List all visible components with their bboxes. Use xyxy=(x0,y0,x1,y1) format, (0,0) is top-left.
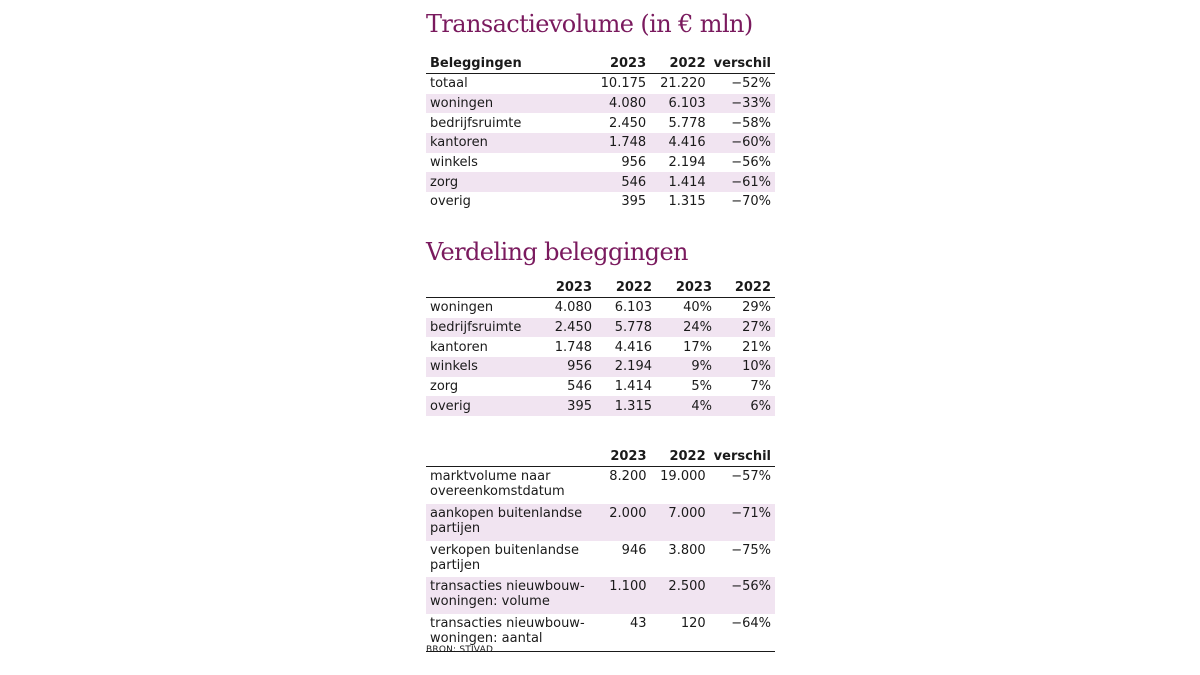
row-label: overig xyxy=(430,194,471,210)
cell-value: 5.778 xyxy=(614,320,652,336)
cell-value: 2.000 xyxy=(609,505,647,521)
cell-value: 6.103 xyxy=(668,96,706,112)
cell-value: 7.000 xyxy=(668,505,706,521)
column-header: 2022 xyxy=(669,56,706,71)
column-header: 2023 xyxy=(609,56,647,71)
cell-value: 956 xyxy=(567,359,592,375)
cell-value: 2.194 xyxy=(614,359,652,375)
cell-value: 2.194 xyxy=(668,155,706,171)
cell-value: 40% xyxy=(683,300,712,316)
column-header: 2023 xyxy=(555,280,592,295)
cell-value: 546 xyxy=(567,379,592,395)
cell-value: 2.500 xyxy=(668,579,706,595)
table-header-row xyxy=(426,278,775,298)
table-row xyxy=(426,504,775,541)
row-label: kantoren xyxy=(430,339,488,355)
row-label: kantoren xyxy=(430,135,488,151)
table-row xyxy=(426,467,775,504)
table-row xyxy=(426,541,775,578)
cell-value: 2.450 xyxy=(608,115,647,131)
row-label: zorg xyxy=(430,174,459,190)
cell-value: 5% xyxy=(691,379,712,395)
cell-value: 3.800 xyxy=(668,542,706,558)
cell-value: 4.416 xyxy=(668,135,706,151)
transaction-volume-table xyxy=(426,54,775,212)
table-row xyxy=(426,298,775,318)
source-note: BRON: STIVAD xyxy=(426,645,494,655)
cell-value: −60% xyxy=(731,135,771,151)
cell-value: 5.778 xyxy=(668,115,706,131)
cell-value: 956 xyxy=(621,155,647,171)
table-row xyxy=(426,337,775,357)
cell-value: 1.414 xyxy=(614,379,652,395)
table-row xyxy=(426,153,775,173)
cell-value: −56% xyxy=(731,579,771,595)
row-label: overig xyxy=(430,398,471,414)
column-header: 2023 xyxy=(675,280,712,295)
column-header: 2022 xyxy=(669,449,706,464)
column-header: 2023 xyxy=(610,449,647,464)
cell-value: 29% xyxy=(742,300,771,316)
cell-value: 9% xyxy=(691,359,712,375)
table-header-row xyxy=(426,447,775,467)
table2-title: Verdeling beleggingen xyxy=(426,238,688,266)
table-row xyxy=(426,133,775,153)
column-header xyxy=(426,278,536,298)
column-header: Beleggingen xyxy=(430,56,522,71)
cell-value: 1.414 xyxy=(668,174,706,190)
row-label: marktvolume naar overeenkomstdatum xyxy=(430,469,565,499)
row-label: woningen xyxy=(430,96,494,112)
row-label: winkels xyxy=(430,155,478,171)
row-label: bedrijfsruimte xyxy=(430,115,522,131)
row-label: zorg xyxy=(430,379,459,395)
table-row xyxy=(426,94,775,114)
column-header: 2022 xyxy=(734,280,771,295)
table-header-row xyxy=(426,54,775,74)
market-figures-table xyxy=(426,447,775,652)
cell-value: 1.315 xyxy=(668,194,706,210)
cell-value: 395 xyxy=(621,194,647,210)
cell-value: 21% xyxy=(742,339,771,355)
row-label: totaal xyxy=(430,76,468,92)
cell-value: 8.200 xyxy=(609,469,647,484)
cell-value: 17% xyxy=(683,339,712,355)
cell-value: −52% xyxy=(731,76,771,92)
table-row xyxy=(426,74,775,94)
cell-value: −57% xyxy=(731,469,771,484)
cell-value: 395 xyxy=(567,398,592,414)
column-header: verschil xyxy=(713,56,771,71)
table-row xyxy=(426,113,775,133)
row-label: transacties nieuwbouw- woningen: aantal xyxy=(430,616,585,647)
cell-value: −33% xyxy=(731,96,771,112)
cell-value: 4.080 xyxy=(608,96,647,112)
table-row xyxy=(426,172,775,192)
column-header: verschil xyxy=(713,449,771,464)
cell-value: 4.080 xyxy=(554,300,592,316)
cell-value: 4% xyxy=(691,398,712,414)
investment-distribution-table xyxy=(426,278,775,416)
cell-value: 6.103 xyxy=(614,300,652,316)
cell-value: 4.416 xyxy=(614,339,652,355)
cell-value: 2.450 xyxy=(554,320,592,336)
cell-value: −70% xyxy=(731,194,771,210)
cell-value: 546 xyxy=(621,174,647,190)
cell-value: 21.220 xyxy=(660,76,706,92)
table-row xyxy=(426,396,775,416)
cell-value: 10% xyxy=(742,359,771,375)
row-label: verkopen buitenlandse partijen xyxy=(430,542,579,573)
row-label: bedrijfsruimte xyxy=(430,320,522,336)
cell-value: 1.100 xyxy=(609,579,647,595)
column-header xyxy=(426,447,592,467)
cell-value: 7% xyxy=(750,379,771,395)
cell-value: 1.748 xyxy=(554,339,592,355)
cell-value: 10.175 xyxy=(600,76,647,92)
cell-value: 1.748 xyxy=(608,135,647,151)
row-label: winkels xyxy=(430,359,478,375)
row-label: aankopen buitenlandse partijen xyxy=(430,505,583,536)
table-row xyxy=(426,192,775,212)
cell-value: 19.000 xyxy=(660,469,706,484)
column-header: 2022 xyxy=(615,280,652,295)
row-label: transacties nieuwbouw- woningen: volume xyxy=(430,579,585,610)
cell-value: 946 xyxy=(621,542,647,558)
table-row xyxy=(426,357,775,377)
cell-value: −71% xyxy=(731,505,771,521)
cell-value: −56% xyxy=(731,155,771,171)
table-row xyxy=(426,377,775,397)
cell-value: −61% xyxy=(731,174,771,190)
cell-value: 24% xyxy=(683,320,712,336)
table1-title: Transactievolume (in € mln) xyxy=(426,10,753,38)
cell-value: −58% xyxy=(731,115,771,131)
cell-value: 43 xyxy=(629,616,647,632)
cell-value: −75% xyxy=(731,542,771,558)
table-row xyxy=(426,577,775,614)
table-row xyxy=(426,318,775,338)
cell-value: 1.315 xyxy=(614,398,652,414)
cell-value: 6% xyxy=(750,398,771,414)
cell-value: 27% xyxy=(742,320,771,336)
row-label: woningen xyxy=(430,300,494,316)
cell-value: −64% xyxy=(731,616,771,632)
cell-value: 120 xyxy=(680,616,706,632)
